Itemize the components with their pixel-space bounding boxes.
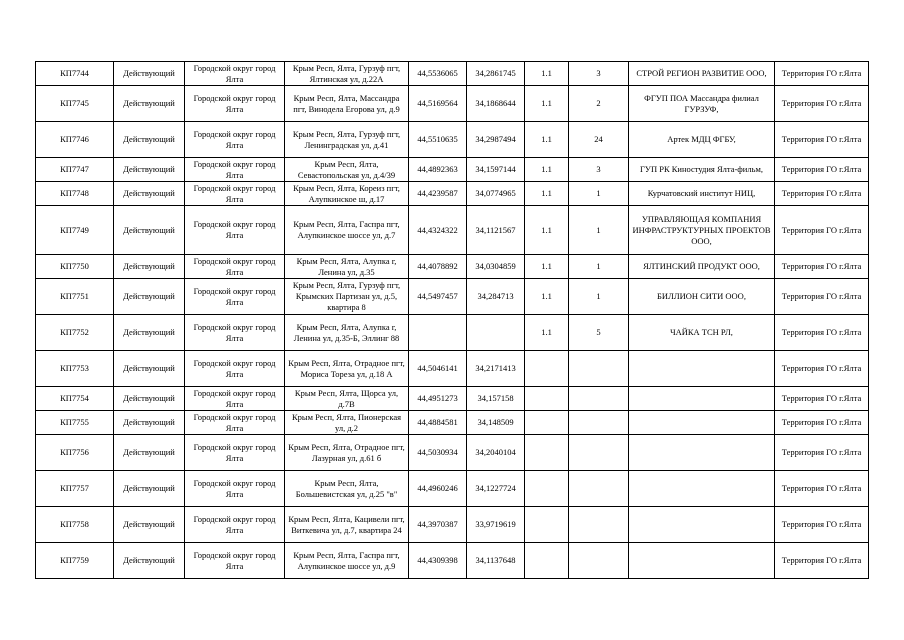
territory-cell: Территория ГО г.Ялта bbox=[775, 351, 869, 387]
status-cell: Действующий bbox=[114, 158, 185, 182]
district-cell: Городской округ город Ялта bbox=[185, 122, 285, 158]
table-row bbox=[36, 62, 869, 86]
code-cell: КП7755 bbox=[36, 411, 114, 435]
table-row bbox=[36, 435, 869, 471]
latitude-cell: 44,4884581 bbox=[409, 411, 467, 435]
status-cell: Действующий bbox=[114, 387, 185, 411]
latitude-cell: 44,4324322 bbox=[409, 206, 467, 255]
registry-table bbox=[35, 61, 869, 579]
longitude-cell: 34,2987494 bbox=[467, 122, 525, 158]
address-cell: Крым Респ, Ялта, Кореиз пгт, Алупкинское ш, д.17 bbox=[285, 182, 409, 206]
district-cell: Городской округ город Ялта bbox=[185, 387, 285, 411]
status-cell: Действующий bbox=[114, 255, 185, 279]
latitude-cell: 44,4309398 bbox=[409, 543, 467, 579]
address-cell: Крым Респ, Ялта, Кацивели пгт, Виткевича ул, д.7, квартира 24 bbox=[285, 507, 409, 543]
latitude-cell: 44,4239587 bbox=[409, 182, 467, 206]
code-cell: КП7748 bbox=[36, 182, 114, 206]
longitude-cell bbox=[467, 315, 525, 351]
district-cell: Городской округ город Ялта bbox=[185, 471, 285, 507]
code-cell: КП7751 bbox=[36, 279, 114, 315]
count-cell bbox=[569, 435, 629, 471]
district-cell: Городской округ город Ялта bbox=[185, 315, 285, 351]
territory-cell: Территория ГО г.Ялта bbox=[775, 507, 869, 543]
code-cell: КП7750 bbox=[36, 255, 114, 279]
code-cell: КП7753 bbox=[36, 351, 114, 387]
latitude-cell: 44,4960246 bbox=[409, 471, 467, 507]
count-cell: 5 bbox=[569, 315, 629, 351]
type-cell: 1.1 bbox=[525, 122, 569, 158]
status-cell: Действующий bbox=[114, 206, 185, 255]
longitude-cell: 34,2171413 bbox=[467, 351, 525, 387]
table-row bbox=[36, 471, 869, 507]
territory-cell: Территория ГО г.Ялта bbox=[775, 62, 869, 86]
table-row bbox=[36, 387, 869, 411]
code-cell: КП7754 bbox=[36, 387, 114, 411]
type-cell: 1.1 bbox=[525, 182, 569, 206]
type-cell: 1.1 bbox=[525, 279, 569, 315]
type-cell bbox=[525, 351, 569, 387]
organization-cell bbox=[629, 543, 775, 579]
table-row bbox=[36, 86, 869, 122]
longitude-cell: 34,284713 bbox=[467, 279, 525, 315]
table-row bbox=[36, 255, 869, 279]
territory-cell: Территория ГО г.Ялта bbox=[775, 471, 869, 507]
latitude-cell: 44,4892363 bbox=[409, 158, 467, 182]
organization-cell: СТРОЙ РЕГИОН РАЗВИТИЕ ООО, bbox=[629, 62, 775, 86]
address-cell: Крым Респ, Ялта, Гаспра пгт, Алупкинское шоссе ул, д.7 bbox=[285, 206, 409, 255]
latitude-cell: 44,5510635 bbox=[409, 122, 467, 158]
code-cell: КП7758 bbox=[36, 507, 114, 543]
district-cell: Городской округ город Ялта bbox=[185, 351, 285, 387]
table-row bbox=[36, 507, 869, 543]
address-cell: Крым Респ, Ялта, Гурзуф пгт, Ленинградская ул, д.41 bbox=[285, 122, 409, 158]
type-cell: 1.1 bbox=[525, 315, 569, 351]
territory-cell: Территория ГО г.Ялта bbox=[775, 543, 869, 579]
latitude-cell: 44,5536065 bbox=[409, 62, 467, 86]
table-row bbox=[36, 315, 869, 351]
count-cell: 24 bbox=[569, 122, 629, 158]
organization-cell: ЧАЙКА ТСН РЛ, bbox=[629, 315, 775, 351]
status-cell: Действующий bbox=[114, 351, 185, 387]
longitude-cell: 34,1597144 bbox=[467, 158, 525, 182]
address-cell: Крым Респ, Ялта, Алупка г, Ленина ул, д.35-Б, Эллинг 88 bbox=[285, 315, 409, 351]
longitude-cell: 34,2861745 bbox=[467, 62, 525, 86]
count-cell bbox=[569, 543, 629, 579]
type-cell: 1.1 bbox=[525, 86, 569, 122]
type-cell bbox=[525, 543, 569, 579]
count-cell: 1 bbox=[569, 206, 629, 255]
count-cell bbox=[569, 471, 629, 507]
status-cell: Действующий bbox=[114, 507, 185, 543]
longitude-cell: 34,148509 bbox=[467, 411, 525, 435]
type-cell: 1.1 bbox=[525, 206, 569, 255]
territory-cell: Территория ГО г.Ялта bbox=[775, 411, 869, 435]
territory-cell: Территория ГО г.Ялта bbox=[775, 86, 869, 122]
table-row bbox=[36, 122, 869, 158]
count-cell bbox=[569, 387, 629, 411]
territory-cell: Территория ГО г.Ялта bbox=[775, 206, 869, 255]
address-cell: Крым Респ, Ялта, Гурзуф пгт, Крымских Партизан ул, д.5, квартира 8 bbox=[285, 279, 409, 315]
table-body bbox=[36, 62, 869, 579]
district-cell: Городской округ город Ялта bbox=[185, 182, 285, 206]
latitude-cell: 44,4078892 bbox=[409, 255, 467, 279]
organization-cell bbox=[629, 411, 775, 435]
status-cell: Действующий bbox=[114, 86, 185, 122]
district-cell: Городской округ город Ялта bbox=[185, 206, 285, 255]
type-cell bbox=[525, 471, 569, 507]
type-cell bbox=[525, 411, 569, 435]
territory-cell: Территория ГО г.Ялта bbox=[775, 255, 869, 279]
code-cell: КП7752 bbox=[36, 315, 114, 351]
code-cell: КП7756 bbox=[36, 435, 114, 471]
code-cell: КП7745 bbox=[36, 86, 114, 122]
territory-cell: Территория ГО г.Ялта bbox=[775, 387, 869, 411]
longitude-cell: 34,1121567 bbox=[467, 206, 525, 255]
organization-cell: Курчатовский институт НИЦ, bbox=[629, 182, 775, 206]
status-cell: Действующий bbox=[114, 62, 185, 86]
address-cell: Крым Респ, Ялта, Алупка г, Ленина ул, д.35 bbox=[285, 255, 409, 279]
district-cell: Городской округ город Ялта bbox=[185, 158, 285, 182]
table-row bbox=[36, 279, 869, 315]
district-cell: Городской округ город Ялта bbox=[185, 62, 285, 86]
address-cell: Крым Респ, Ялта, Отрадное пгт, Лазурная ул, д.61 б bbox=[285, 435, 409, 471]
organization-cell bbox=[629, 507, 775, 543]
organization-cell: ЯЛТИНСКИЙ ПРОДУКТ ООО, bbox=[629, 255, 775, 279]
latitude-cell bbox=[409, 315, 467, 351]
organization-cell: ГУП РК Киностудия Ялта-фильм, bbox=[629, 158, 775, 182]
count-cell: 1 bbox=[569, 182, 629, 206]
organization-cell: ФГУП ПОА Массандра филиал ГУРЗУФ, bbox=[629, 86, 775, 122]
latitude-cell: 44,5497457 bbox=[409, 279, 467, 315]
territory-cell: Территория ГО г.Ялта bbox=[775, 122, 869, 158]
code-cell: КП7759 bbox=[36, 543, 114, 579]
table-row bbox=[36, 158, 869, 182]
count-cell: 3 bbox=[569, 158, 629, 182]
organization-cell: УПРАВЛЯЮЩАЯ КОМПАНИЯ ИНФРАСТРУКТУРНЫХ ПРОЕКТОВ ООО, bbox=[629, 206, 775, 255]
count-cell: 1 bbox=[569, 255, 629, 279]
address-cell: Крым Респ, Ялта, Гаспра пгт, Алупкинское шоссе ул, д.9 bbox=[285, 543, 409, 579]
table-row bbox=[36, 206, 869, 255]
address-cell: Крым Респ, Ялта, Большевистская ул, д.25 "в" bbox=[285, 471, 409, 507]
code-cell: КП7747 bbox=[36, 158, 114, 182]
code-cell: КП7746 bbox=[36, 122, 114, 158]
count-cell: 1 bbox=[569, 279, 629, 315]
status-cell: Действующий bbox=[114, 471, 185, 507]
address-cell: Крым Респ, Ялта, Гурзуф пгт, Ялтинская ул, д.22А bbox=[285, 62, 409, 86]
status-cell: Действующий bbox=[114, 279, 185, 315]
organization-cell bbox=[629, 471, 775, 507]
count-cell bbox=[569, 507, 629, 543]
type-cell: 1.1 bbox=[525, 158, 569, 182]
type-cell: 1.1 bbox=[525, 255, 569, 279]
district-cell: Городской округ город Ялта bbox=[185, 435, 285, 471]
territory-cell: Территория ГО г.Ялта bbox=[775, 435, 869, 471]
longitude-cell: 34,157158 bbox=[467, 387, 525, 411]
latitude-cell: 44,5046141 bbox=[409, 351, 467, 387]
code-cell: КП7744 bbox=[36, 62, 114, 86]
type-cell bbox=[525, 387, 569, 411]
territory-cell: Территория ГО г.Ялта bbox=[775, 315, 869, 351]
organization-cell bbox=[629, 387, 775, 411]
count-cell: 2 bbox=[569, 86, 629, 122]
longitude-cell: 34,1227724 bbox=[467, 471, 525, 507]
longitude-cell: 34,0304859 bbox=[467, 255, 525, 279]
longitude-cell: 33,9719619 bbox=[467, 507, 525, 543]
table-row bbox=[36, 182, 869, 206]
address-cell: Крым Респ, Ялта, Массандра пгт, Винодела Егорова ул, д.9 bbox=[285, 86, 409, 122]
district-cell: Городской округ город Ялта bbox=[185, 255, 285, 279]
latitude-cell: 44,3970387 bbox=[409, 507, 467, 543]
address-cell: Крым Респ, Ялта, Севастопольская ул, д.4/39 bbox=[285, 158, 409, 182]
type-cell bbox=[525, 507, 569, 543]
count-cell bbox=[569, 411, 629, 435]
organization-cell: БИЛЛИОН СИТИ ООО, bbox=[629, 279, 775, 315]
district-cell: Городской округ город Ялта bbox=[185, 543, 285, 579]
organization-cell bbox=[629, 435, 775, 471]
district-cell: Городской округ город Ялта bbox=[185, 507, 285, 543]
address-cell: Крым Респ, Ялта, Отрадное пгт, Мориса Тореза ул, д.18 А bbox=[285, 351, 409, 387]
status-cell: Действующий bbox=[114, 435, 185, 471]
territory-cell: Территория ГО г.Ялта bbox=[775, 158, 869, 182]
latitude-cell: 44,5030934 bbox=[409, 435, 467, 471]
table-row bbox=[36, 411, 869, 435]
district-cell: Городской округ город Ялта bbox=[185, 279, 285, 315]
code-cell: КП7749 bbox=[36, 206, 114, 255]
latitude-cell: 44,5169564 bbox=[409, 86, 467, 122]
type-cell: 1.1 bbox=[525, 62, 569, 86]
organization-cell: Артек МДЦ ФГБУ, bbox=[629, 122, 775, 158]
territory-cell: Территория ГО г.Ялта bbox=[775, 182, 869, 206]
type-cell bbox=[525, 435, 569, 471]
status-cell: Действующий bbox=[114, 122, 185, 158]
longitude-cell: 34,0774965 bbox=[467, 182, 525, 206]
district-cell: Городской округ город Ялта bbox=[185, 411, 285, 435]
district-cell: Городской округ город Ялта bbox=[185, 86, 285, 122]
territory-cell: Территория ГО г.Ялта bbox=[775, 279, 869, 315]
status-cell: Действующий bbox=[114, 411, 185, 435]
status-cell: Действующий bbox=[114, 182, 185, 206]
organization-cell bbox=[629, 351, 775, 387]
count-cell bbox=[569, 351, 629, 387]
table-row bbox=[36, 543, 869, 579]
longitude-cell: 34,1137648 bbox=[467, 543, 525, 579]
table-row bbox=[36, 351, 869, 387]
address-cell: Крым Респ, Ялта, Пионерская ул, д.2 bbox=[285, 411, 409, 435]
count-cell: 3 bbox=[569, 62, 629, 86]
latitude-cell: 44,4951273 bbox=[409, 387, 467, 411]
status-cell: Действующий bbox=[114, 543, 185, 579]
longitude-cell: 34,2040104 bbox=[467, 435, 525, 471]
code-cell: КП7757 bbox=[36, 471, 114, 507]
address-cell: Крым Респ, Ялта, Щорса ул, д.7В bbox=[285, 387, 409, 411]
status-cell: Действующий bbox=[114, 315, 185, 351]
longitude-cell: 34,1868644 bbox=[467, 86, 525, 122]
